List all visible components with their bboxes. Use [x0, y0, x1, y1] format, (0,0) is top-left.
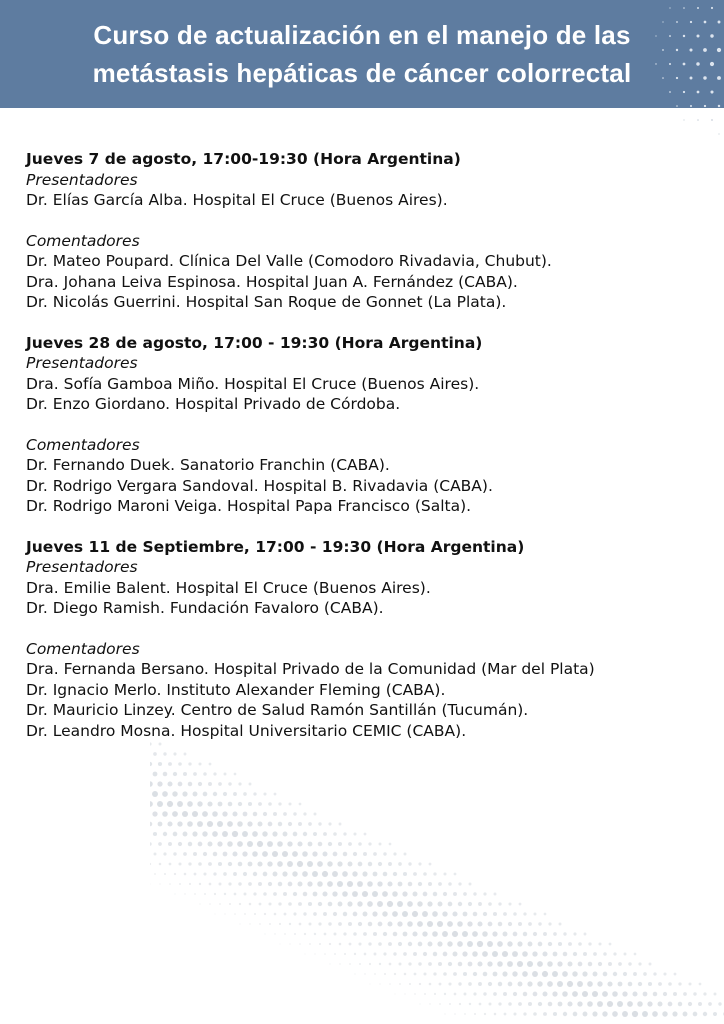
commentators-label: Comentadores [26, 435, 140, 454]
presenters-label: Presentadores [26, 558, 138, 576]
commentator-entry: Dr. Rodrigo Maroni Veiga. Hospital Papa Francisco (Salta). [26, 497, 472, 515]
commentator-entry: Dr. Mauricio Linzey. Centro de Salud Ramón Santillán (Tucumán). [26, 701, 529, 719]
commentators-label: Comentadores [26, 231, 140, 250]
commentators-label: Comentadores [26, 639, 140, 658]
session [26, 333, 716, 517]
page-title-line-2: metástasis hepáticas de cáncer colorrectal [92, 58, 632, 88]
decorative-dots-top [594, 0, 724, 150]
commentator-entry: Dr. Rodrigo Vergara Sandoval. Hospital B. Rivadavia (CABA). [26, 476, 493, 495]
presenter-entry: Dra. Emilie Balent. Hospital El Cruce (Buenos Aires). [26, 578, 431, 597]
session-title: Jueves 7 de agosto, 17:00-19:30 (Hora Argentina) [26, 150, 461, 168]
page-title-line-1: Curso de actualización en el manejo de las [93, 20, 631, 50]
session-title: Jueves 11 de Septiembre, 17:00 - 19:30 (Hora Argentina) [26, 537, 525, 556]
session [26, 537, 716, 742]
presenter-entry: Dr. Diego Ramish. Fundación Favaloro (CABA). [26, 599, 384, 617]
commentator-entry: Dr. Leandro Mosna. Hospital Universitario CEMIC (CABA). [26, 721, 467, 740]
commentator-entry: Dr. Nicolás Guerrini. Hospital San Roque de Gonnet (La Plata). [26, 293, 507, 311]
commentator-entry: Dr. Fernando Duek. Sanatorio Franchin (CABA). [26, 456, 390, 474]
presenters-label: Presentadores [26, 170, 138, 189]
schedule-content [26, 149, 716, 761]
session [26, 149, 716, 313]
presenter-entry: Dra. Sofía Gamboa Miño. Hospital El Cruce (Buenos Aires). [26, 374, 480, 393]
commentator-entry: Dra. Johana Leiva Espinosa. Hospital Juan A. Fernández (CABA). [26, 272, 518, 291]
presenter-entry: Dr. Enzo Giordano. Hospital Privado de Córdoba. [26, 395, 401, 413]
presenters-label: Presentadores [26, 354, 138, 372]
decorative-dots-bottom [150, 740, 724, 1024]
session-title: Jueves 28 de agosto, 17:00 - 19:30 (Hora Argentina) [26, 333, 483, 352]
presenter-entry: Dr. Elías García Alba. Hospital El Cruce (Buenos Aires). [26, 191, 448, 209]
commentator-entry: Dra. Fernanda Bersano. Hospital Privado de la Comunidad (Mar del Plata) [26, 660, 595, 678]
commentator-entry: Dr. Mateo Poupard. Clínica Del Valle (Comodoro Rivadavia, Chubut). [26, 252, 552, 270]
commentator-entry: Dr. Ignacio Merlo. Instituto Alexander Fleming (CABA). [26, 680, 446, 699]
